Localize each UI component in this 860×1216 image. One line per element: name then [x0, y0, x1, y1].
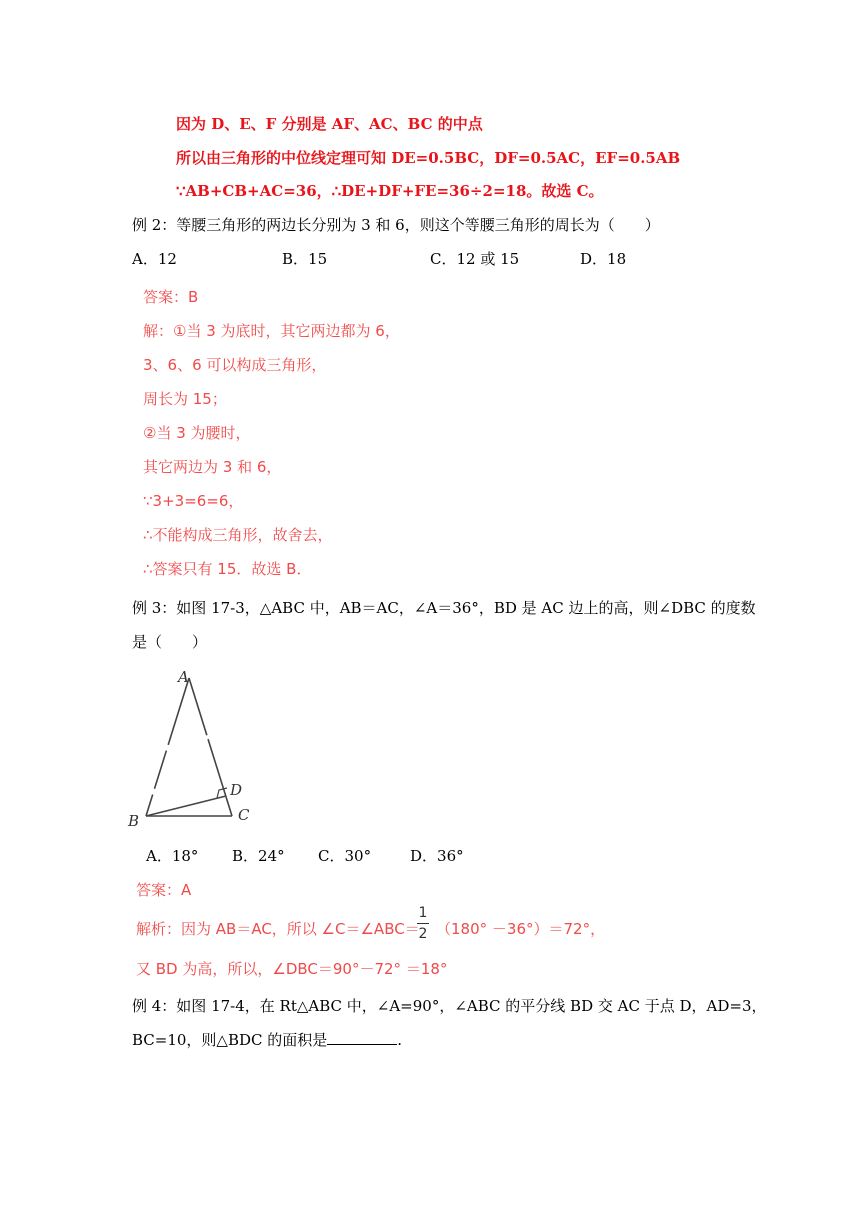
example2-answer-line-5: ②当 3 为腰时，: [143, 424, 251, 442]
example4-line-2: [132, 1029, 402, 1050]
example3-option-a: A．18°: [146, 847, 199, 865]
example3-answer-line-2b: （180° －36°）＝72°，: [436, 920, 606, 938]
example3-option-b: B．24°: [232, 847, 285, 865]
solution-line-3: ∵AB+CB+AC=36，∴DE+DF+FE=36÷2=18。故选 C。: [176, 182, 604, 200]
fraction-denominator: 2: [418, 926, 428, 942]
example2-answer-line-8: ∴不能构成三角形，故舍去，: [143, 526, 333, 544]
vertex-label-d: D: [230, 781, 243, 799]
example3-answer-line-2a: 解析：因为 AB＝AC，所以 ∠C＝∠ABC＝: [136, 920, 420, 938]
solution-line-1: 因为 D、E、F 分别是 AF、AC、BC 的中点: [176, 115, 483, 133]
example2-answer-line-2: 解：①当 3 为底时，其它两边都为 6，: [143, 322, 400, 340]
example4-line-2-end: .: [397, 1031, 403, 1049]
example2-answer-line-1: 答案：B: [143, 288, 199, 306]
fraction-numerator: 1: [418, 905, 428, 921]
example3-answer-line-1: 答案：A: [136, 881, 192, 899]
example2-option-b: B．15: [282, 250, 328, 268]
example2-answer-line-9: ∴答案只有 15．故选 B．: [143, 560, 312, 578]
triangle-figure: [120, 660, 270, 835]
answer-blank[interactable]: [327, 1030, 397, 1045]
example3-question-line-2: 是（ ）: [132, 633, 208, 651]
vertex-label-b: B: [128, 812, 140, 830]
fraction-one-half: [417, 905, 429, 942]
example2-answer-line-3: 3、6、6 可以构成三角形，: [143, 356, 327, 374]
example2-answer-line-4: 周长为 15；: [143, 390, 227, 408]
example4-line-2-text: BC=10，则△BDC 的面积是: [132, 1031, 328, 1049]
example2-answer-line-7: ∵3+3=6=6，: [143, 492, 244, 510]
example2-option-c: C．12 或 15: [430, 250, 520, 268]
example4-line-1: 例 4：如图 17-4，在 Rt△ABC 中，∠A=90°，∠ABC 的平分线 BD 交 AC 于点 D，AD=3，: [132, 997, 767, 1015]
vertex-label-c: C: [238, 806, 250, 824]
example3-answer-line-3: 又 BD 为高，所以，∠DBC＝90°－72° ＝18°: [136, 960, 448, 978]
solution-line-2: 所以由三角形的中位线定理可知 DE=0.5BC，DF=0.5AC，EF=0.5AB: [176, 149, 681, 167]
example3-option-d: D．36°: [410, 847, 464, 865]
example2-option-a: A．12: [132, 250, 177, 268]
example2-answer-line-6: 其它两边为 3 和 6，: [143, 458, 282, 476]
example3-question-line-1: 例 3：如图 17-3，△ABC 中，AB＝AC，∠A＝36°，BD 是 AC 边上的高，则∠DBC 的度数: [132, 599, 756, 617]
example2-option-d: D．18: [580, 250, 627, 268]
example3-option-c: C．30°: [318, 847, 372, 865]
example2-question: 例 2：等腰三角形的两边长分别为 3 和 6，则这个等腰三角形的周长为（ ）: [132, 216, 660, 234]
vertex-label-a: A: [178, 668, 189, 686]
